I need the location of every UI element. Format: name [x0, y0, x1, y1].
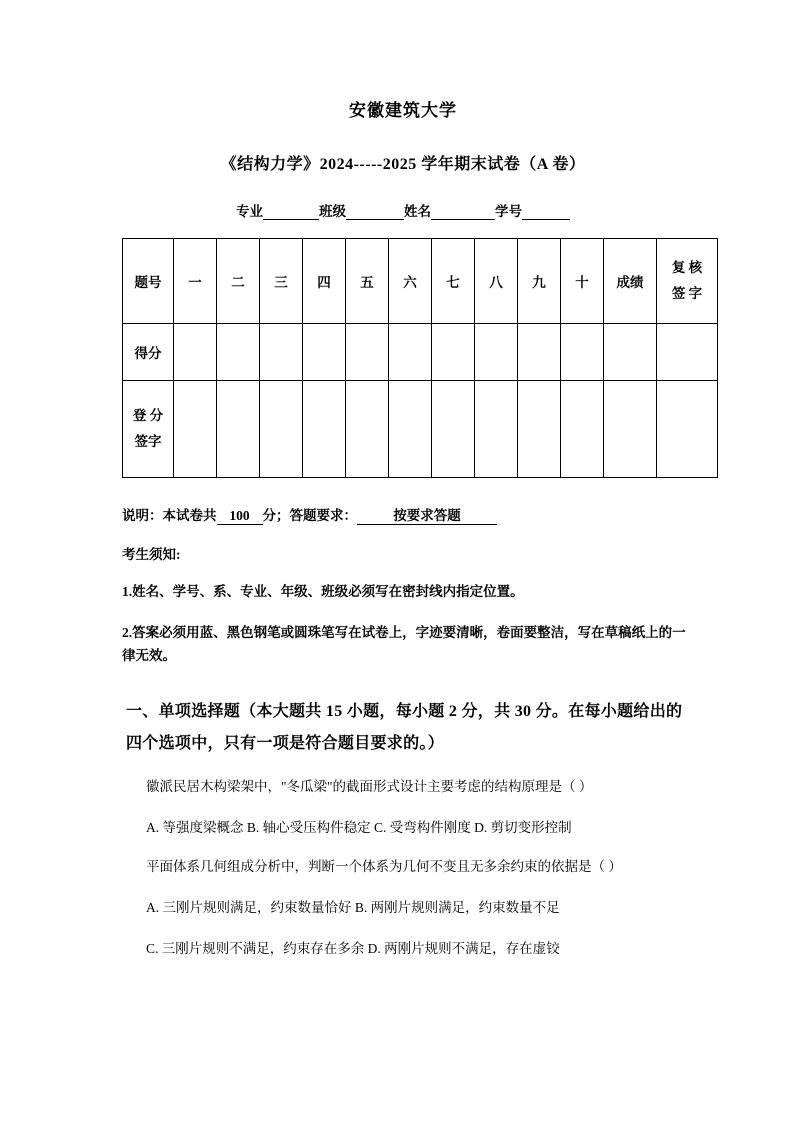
exam-title: 《结构力学》2024-----2025 学年期末试卷（A 卷） — [220, 156, 586, 173]
recheck-label-line2: 签 字 — [671, 286, 703, 301]
table-row-signature — [123, 381, 718, 478]
recheck-signature-header — [657, 239, 718, 324]
row-label-score: 得分 — [123, 324, 174, 381]
page-content — [118, 96, 703, 961]
signature-cell-5[interactable] — [346, 381, 389, 478]
section-one-heading: 一、单项选择题（本大题共 15 小题，每小题 2 分，共 30 分。在每小题给出的四个选项中，只有一项是符合题目要求的。） — [126, 702, 683, 752]
question-no-7: 七 — [432, 239, 475, 324]
answer-requirement-value: 按要求答题 — [357, 504, 497, 525]
score-cell-7[interactable] — [432, 324, 475, 381]
note-middle: 分；答题要求： — [262, 508, 357, 523]
note-prefix: 说明：本试卷共 — [122, 508, 217, 523]
question-no-3: 三 — [260, 239, 303, 324]
signature-cell-1[interactable] — [174, 381, 217, 478]
exam-note — [122, 504, 688, 525]
major-field[interactable] — [263, 205, 319, 220]
instructions-title: 考生须知: — [122, 547, 181, 562]
score-cell-6[interactable] — [389, 324, 432, 381]
score-cell-8[interactable] — [475, 324, 518, 381]
signature-cell-8[interactable] — [475, 381, 518, 478]
class-field[interactable] — [346, 205, 404, 220]
question-no-4: 四 — [303, 239, 346, 324]
university-title: 安徽建筑大学 — [349, 101, 457, 120]
question-2-options-line2: C. 三刚片规则不满足，约束存在多余 D. 两刚片规则不满足，存在虚铰 — [146, 940, 560, 956]
score-cell-3[interactable] — [260, 324, 303, 381]
question-no-6: 六 — [389, 239, 432, 324]
row-label-signature-line1: 登 分 — [132, 408, 164, 424]
score-cell-10[interactable] — [561, 324, 604, 381]
signature-cell-3[interactable] — [260, 381, 303, 478]
instruction-item-1: 1.姓名、学号、系、专业、年级、班级必须写在密封线内指定位置。 — [122, 584, 524, 599]
student-no-field[interactable] — [522, 205, 570, 220]
question-no-9: 九 — [518, 239, 561, 324]
table-row-score — [123, 324, 718, 381]
student-info-line — [118, 200, 688, 220]
name-field[interactable] — [431, 205, 495, 220]
recheck-label-line1: 复 核 — [671, 260, 703, 276]
row-label-signature-line2: 签字 — [134, 434, 162, 449]
name-label: 姓名 — [404, 204, 431, 219]
question-1-options: A. 等强度梁概念 B. 轴心受压构件稳定 C. 受弯构件刚度 D. 剪切变形控制 — [146, 819, 572, 835]
question-2-options-line1: A. 三刚片规则满足，约束数量恰好 B. 两刚片规则满足，约束数量不足 — [146, 899, 560, 915]
signature-cell-7[interactable] — [432, 381, 475, 478]
score-table — [122, 238, 718, 478]
class-label: 班级 — [319, 204, 346, 219]
question-2-stem: 平面体系几何组成分析中，判断一个体系为几何不变且无多余约束的依据是（ ） — [146, 858, 622, 874]
total-score-header: 成绩 — [604, 239, 657, 324]
major-label: 专业 — [236, 204, 263, 219]
row-label-question-no: 题号 — [123, 239, 174, 324]
row-label-signature — [123, 381, 174, 478]
score-cell-2[interactable] — [217, 324, 260, 381]
signature-cell-9[interactable] — [518, 381, 561, 478]
score-cell-9[interactable] — [518, 324, 561, 381]
table-row-header — [123, 239, 718, 324]
score-cell-4[interactable] — [303, 324, 346, 381]
student-no-label: 学号 — [495, 204, 522, 219]
instruction-item-2: 2.答案必须用蓝、黑色钢笔或圆珠笔写在试卷上，字迹要清晰，卷面要整洁，写在草稿纸上的一律无效。 — [122, 624, 686, 664]
score-cell-1[interactable] — [174, 324, 217, 381]
signature-cell-total[interactable] — [604, 381, 657, 478]
signature-cell-6[interactable] — [389, 381, 432, 478]
signature-cell-recheck[interactable] — [657, 381, 718, 478]
question-no-2: 二 — [217, 239, 260, 324]
signature-cell-4[interactable] — [303, 381, 346, 478]
question-no-5: 五 — [346, 239, 389, 324]
score-cell-recheck[interactable] — [657, 324, 718, 381]
total-points-value: 100 — [217, 508, 263, 525]
question-no-10: 十 — [561, 239, 604, 324]
question-1-stem: 徽派民居木构梁架中，"冬瓜梁"的截面形式设计主要考虑的结构原理是（ ） — [146, 778, 593, 794]
question-no-1: 一 — [174, 239, 217, 324]
score-cell-5[interactable] — [346, 324, 389, 381]
signature-cell-10[interactable] — [561, 381, 604, 478]
score-cell-total[interactable] — [604, 324, 657, 381]
signature-cell-2[interactable] — [217, 381, 260, 478]
question-no-8: 八 — [475, 239, 518, 324]
